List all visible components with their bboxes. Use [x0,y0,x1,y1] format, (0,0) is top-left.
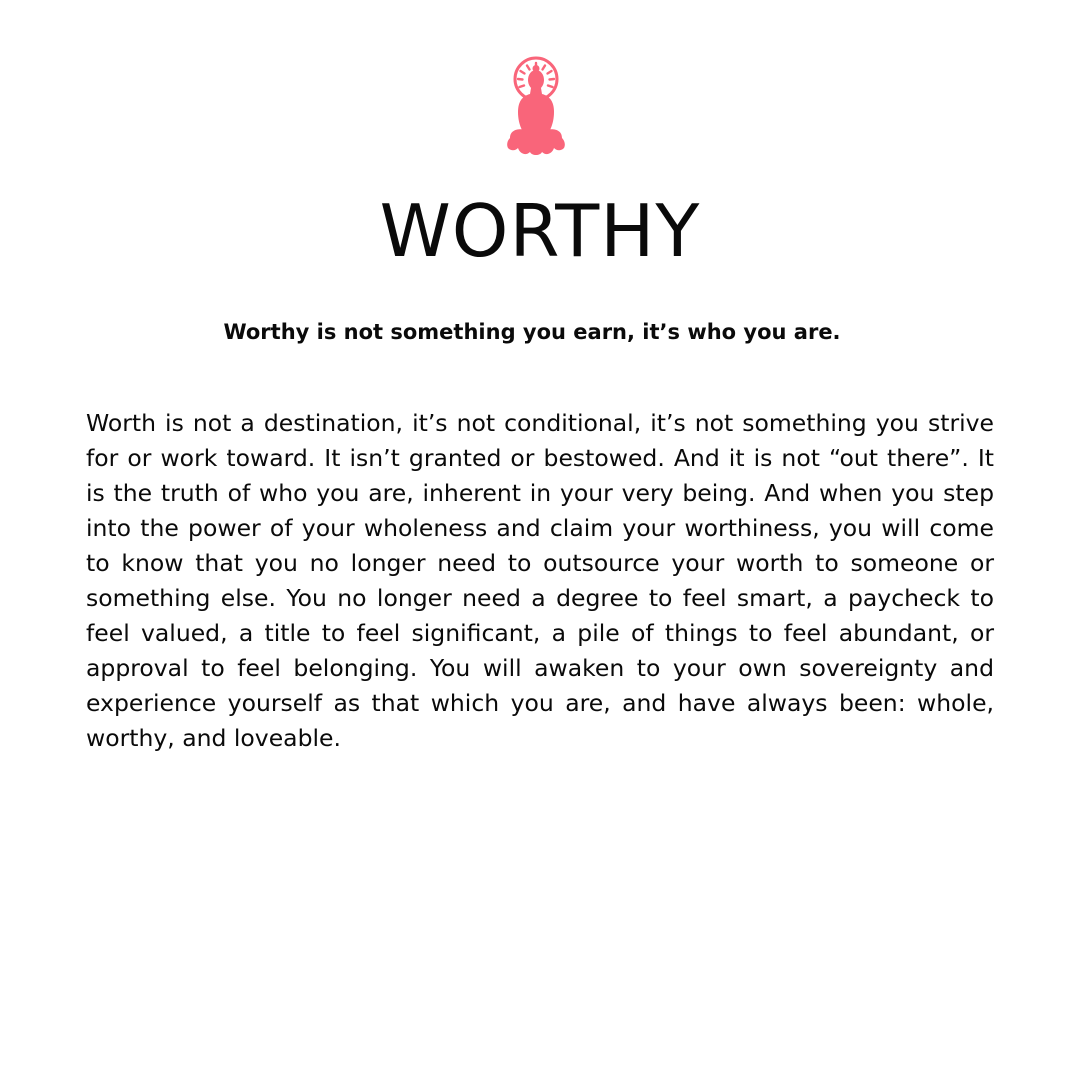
body-paragraph: Worth is not a destination, it’s not conditional, it’s not something you strive for or work toward. It isn’t granted or bestowed. And it is not “out there”. It is the truth of who you are, inherent in your very being. And when you step into the power of your wholeness and claim your worthiness, you will come to know that you no longer need to outsource your worth to someone or something else. You no longer need a degree to feel smart, a paycheck to feel valued, a title to feel significant, a pile of things to feel abundant, or approval to feel belonging. You will awaken to your own sovereignty and experience yourself as that which you are, and have always been: whole, worthy, and loveable. [86,409,994,752]
subtitle: Worthy is not something you earn, it’s who you are. [223,320,841,344]
meditating-figure-icon [500,56,572,160]
page-title: WORTHY [379,189,701,273]
